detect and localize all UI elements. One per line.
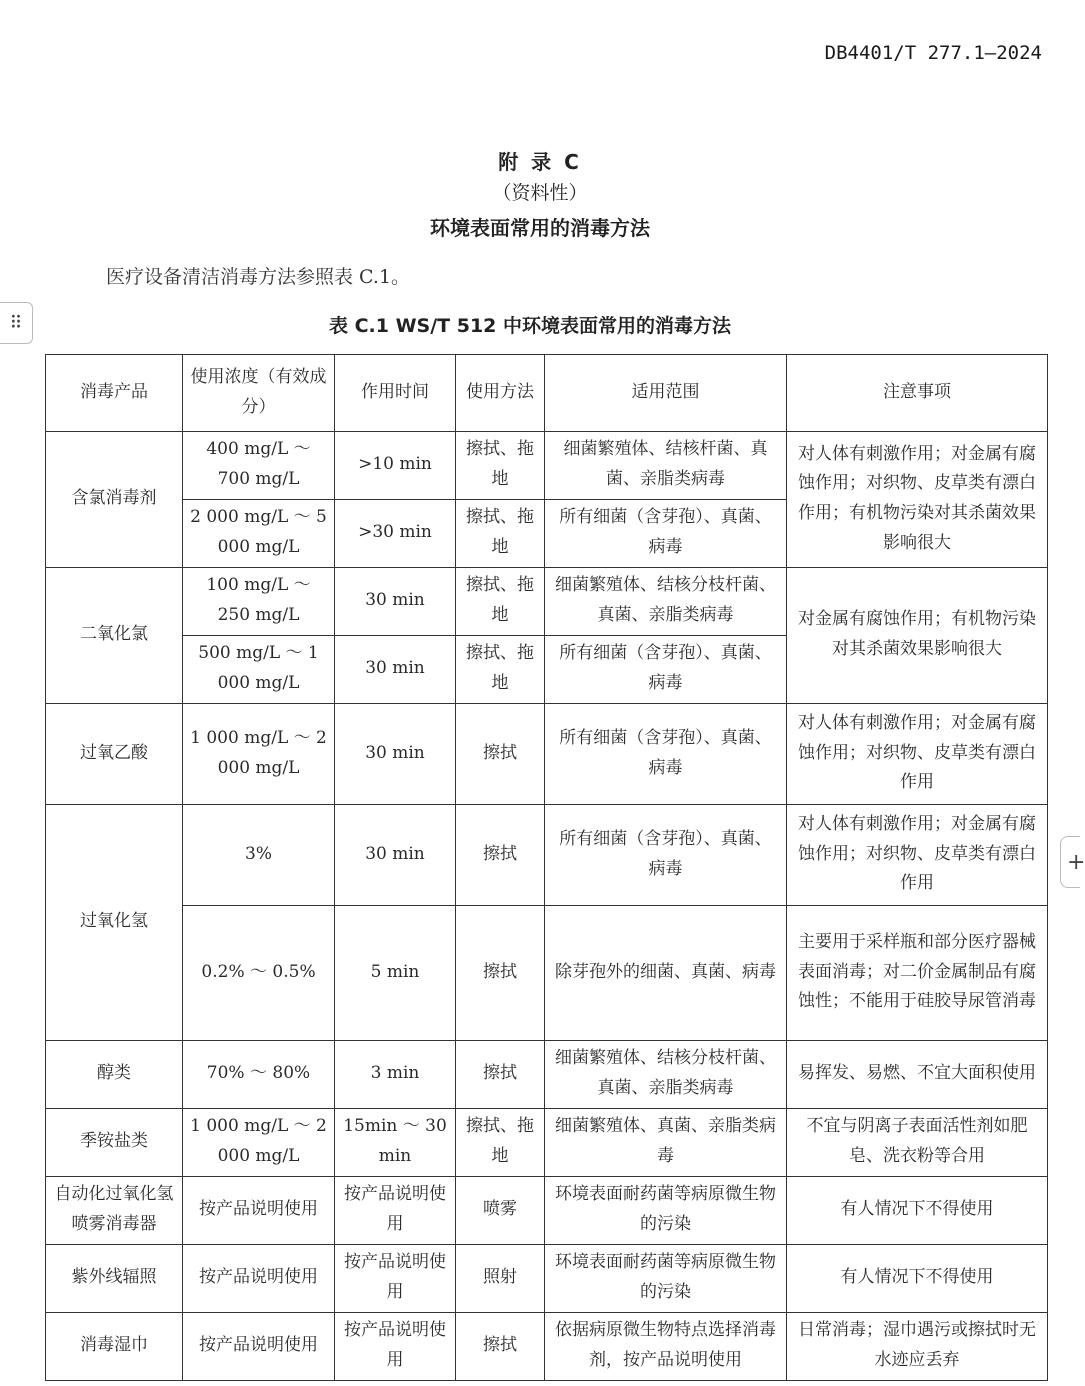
method-cell: 擦拭 <box>456 804 545 905</box>
scope-cell: 依据病原微生物特点选择消毒剂，按产品说明使用 <box>545 1312 787 1380</box>
product-cell: 紫外线辐照 <box>46 1244 183 1312</box>
intro-paragraph: 医疗设备清洁消毒方法参照表 C.1。 <box>106 266 411 288</box>
concentration-cell: 按产品说明使用 <box>183 1244 335 1312</box>
scope-cell: 细菌繁殖体、结核分枝杆菌、真菌、亲脂类病毒 <box>545 567 787 635</box>
product-cell: 自动化过氧化氢喷雾消毒器 <box>46 1176 183 1244</box>
concentration-cell: 按产品说明使用 <box>183 1312 335 1380</box>
method-cell: 擦拭 <box>456 905 545 1040</box>
product-cell: 过氧乙酸 <box>46 703 183 804</box>
concentration-cell: 70% ～ 80% <box>183 1040 335 1108</box>
time-cell: 按产品说明使用 <box>335 1244 456 1312</box>
disinfection-table <box>45 354 1048 1381</box>
product-cell: 含氯消毒剂 <box>46 431 183 567</box>
scope-cell: 所有细菌（含芽孢）、真菌、病毒 <box>545 804 787 905</box>
table-row <box>46 1312 1048 1380</box>
scope-cell: 细菌繁殖体、结核分枝杆菌、真菌、亲脂类病毒 <box>545 1040 787 1108</box>
scope-cell: 环境表面耐药菌等病原微生物的污染 <box>545 1244 787 1312</box>
time-cell: 30 min <box>335 703 456 804</box>
concentration-cell: 1 000 mg/L ～ 2 000 mg/L <box>183 703 335 804</box>
time-cell: 30 min <box>335 804 456 905</box>
notes-cell: 易挥发、易燃、不宜大面积使用 <box>787 1040 1048 1108</box>
header-product: 消毒产品 <box>46 355 183 432</box>
header-time: 作用时间 <box>335 355 456 432</box>
product-cell: 消毒湿巾 <box>46 1312 183 1380</box>
product-cell: 过氧化氢 <box>46 804 183 1040</box>
header-notes: 注意事项 <box>787 355 1048 432</box>
method-cell: 擦拭 <box>456 1312 545 1380</box>
notes-cell: 不宜与阴离子表面活性剂如肥皂、洗衣粉等合用 <box>787 1108 1048 1176</box>
time-cell: >10 min <box>335 431 456 499</box>
method-cell: 喷雾 <box>456 1176 545 1244</box>
concentration-cell: 100 mg/L ～ 250 mg/L <box>183 567 335 635</box>
time-cell: 3 min <box>335 1040 456 1108</box>
concentration-cell: 按产品说明使用 <box>183 1176 335 1244</box>
time-cell: 按产品说明使用 <box>335 1176 456 1244</box>
scope-cell: 除芽孢外的细菌、真菌、病毒 <box>545 905 787 1040</box>
concentration-cell: 400 mg/L ～ 700 mg/L <box>183 431 335 499</box>
time-cell: 30 min <box>335 567 456 635</box>
product-cell: 二氧化氯 <box>46 567 183 703</box>
appendix-subtitle: 环境表面常用的消毒方法 <box>430 216 650 240</box>
concentration-cell: 2 000 mg/L ～ 5 000 mg/L <box>183 499 335 567</box>
drag-handle-icon[interactable]: ⠿ <box>0 302 33 344</box>
method-cell: 擦拭、拖地 <box>456 431 545 499</box>
appendix-title: 附 录 C <box>498 150 582 174</box>
table-row <box>46 1040 1048 1108</box>
method-cell: 擦拭、拖地 <box>456 1108 545 1176</box>
method-cell: 擦拭 <box>456 703 545 804</box>
table-row <box>46 1108 1048 1176</box>
table-header-row <box>46 355 1048 432</box>
notes-cell: 对金属有腐蚀作用；有机物污染对其杀菌效果影响很大 <box>787 567 1048 703</box>
table-row <box>46 1244 1048 1312</box>
table-row <box>46 905 1048 1040</box>
table-row <box>46 567 1048 635</box>
table-caption: 表 C.1 WS/T 512 中环境表面常用的消毒方法 <box>328 315 732 337</box>
table-row <box>46 431 1048 499</box>
method-cell: 擦拭 <box>456 1040 545 1108</box>
method-cell: 擦拭、拖地 <box>456 499 545 567</box>
concentration-cell: 500 mg/L ～ 1 000 mg/L <box>183 635 335 703</box>
notes-cell: 日常消毒；湿巾遇污或擦拭时无水迹应丢弃 <box>787 1312 1048 1380</box>
scope-cell: 所有细菌（含芽孢）、真菌、病毒 <box>545 499 787 567</box>
product-cell: 季铵盐类 <box>46 1108 183 1176</box>
time-cell: 15min ～ 30 min <box>335 1108 456 1176</box>
add-icon[interactable]: + <box>1060 836 1080 888</box>
notes-cell: 主要用于采样瓶和部分医疗器械表面消毒；对二价金属制品有腐蚀性；不能用于硅胶导尿管消毒 <box>787 905 1048 1040</box>
scope-cell: 环境表面耐药菌等病原微生物的污染 <box>545 1176 787 1244</box>
method-cell: 擦拭、拖地 <box>456 635 545 703</box>
method-cell: 擦拭、拖地 <box>456 567 545 635</box>
concentration-cell: 3% <box>183 804 335 905</box>
scope-cell: 所有细菌（含芽孢）、真菌、病毒 <box>545 635 787 703</box>
notes-cell: 有人情况下不得使用 <box>787 1244 1048 1312</box>
notes-cell: 对人体有刺激作用；对金属有腐蚀作用；对织物、皮草类有漂白作用 <box>787 703 1048 804</box>
header-concentration: 使用浓度（有效成分） <box>183 355 335 432</box>
time-cell: 5 min <box>335 905 456 1040</box>
scope-cell: 细菌繁殖体、结核杆菌、真菌、亲脂类病毒 <box>545 431 787 499</box>
notes-cell: 有人情况下不得使用 <box>787 1176 1048 1244</box>
concentration-cell: 0.2% ～ 0.5% <box>183 905 335 1040</box>
time-cell: 30 min <box>335 635 456 703</box>
time-cell: >30 min <box>335 499 456 567</box>
header-method: 使用方法 <box>456 355 545 432</box>
table-row <box>46 1176 1048 1244</box>
time-cell: 按产品说明使用 <box>335 1312 456 1380</box>
concentration-cell: 1 000 mg/L ～ 2 000 mg/L <box>183 1108 335 1176</box>
table-row <box>46 804 1048 905</box>
method-cell: 照射 <box>456 1244 545 1312</box>
notes-cell: 对人体有刺激作用；对金属有腐蚀作用；对织物、皮草类有漂白作用 <box>787 804 1048 905</box>
notes-cell: 对人体有刺激作用；对金属有腐蚀作用；对织物、皮草类有漂白作用；有机物污染对其杀菌效果影响很大 <box>787 431 1048 567</box>
table-row <box>46 703 1048 804</box>
scope-cell: 细菌繁殖体、真菌、亲脂类病毒 <box>545 1108 787 1176</box>
document-code: DB4401/T 277.1—2024 <box>824 42 1042 64</box>
header-scope: 适用范围 <box>545 355 787 432</box>
scope-cell: 所有细菌（含芽孢）、真菌、病毒 <box>545 703 787 804</box>
product-cell: 醇类 <box>46 1040 183 1108</box>
appendix-type: （资料性） <box>492 182 588 204</box>
